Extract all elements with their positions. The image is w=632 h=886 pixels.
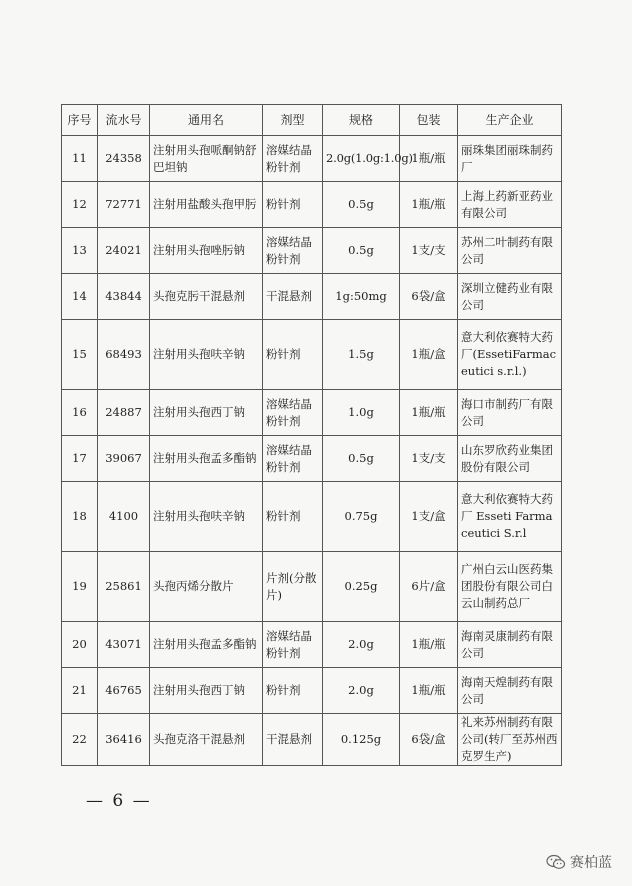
col-header-spec: 规格 [323,105,400,136]
cell-pack: 1瓶/瓶 [400,182,458,228]
cell-form: 溶媒结晶粉针剂 [263,228,323,274]
cell-serial: 25861 [98,552,150,622]
cell-form: 片剂(分散片) [263,552,323,622]
table-row [62,668,562,714]
cell-name: 注射用头孢西丁钠 [150,390,263,436]
cell-form: 干混悬剂 [263,714,323,766]
cell-no: 15 [62,320,98,390]
cell-maker: 广州白云山医药集团股份有限公司白云山制药总厂 [458,552,562,622]
cell-form: 粉针剂 [263,668,323,714]
table-row [62,228,562,274]
cell-spec: 2.0g [323,668,400,714]
table-row [62,320,562,390]
cell-serial: 24021 [98,228,150,274]
cell-serial: 24887 [98,390,150,436]
cell-serial: 36416 [98,714,150,766]
cell-pack: 1瓶/瓶 [400,390,458,436]
cell-form: 粉针剂 [263,182,323,228]
table-row [62,136,562,182]
col-header-maker: 生产企业 [458,105,562,136]
cell-no: 13 [62,228,98,274]
cell-name: 头孢克洛干混悬剂 [150,714,263,766]
cell-spec: 1.0g [323,390,400,436]
cell-spec: 0.5g [323,228,400,274]
table-row [62,390,562,436]
table-row [62,714,562,766]
cell-no: 16 [62,390,98,436]
cell-maker: 上海上药新亚药业有限公司 [458,182,562,228]
cell-spec: 0.5g [323,182,400,228]
cell-name: 注射用盐酸头孢甲肟 [150,182,263,228]
cell-maker: 礼来苏州制药有限公司(转厂至苏州西克罗生产) [458,714,562,766]
cell-no: 20 [62,622,98,668]
cell-form: 溶媒结晶粉针剂 [263,390,323,436]
col-header-form: 剂型 [263,105,323,136]
cell-maker: 意大利依赛特大药厂(EssetiFarmaceutici s.r.l.) [458,320,562,390]
col-header-serial: 流水号 [98,105,150,136]
cell-serial: 72771 [98,182,150,228]
cell-name: 注射用头孢呋辛钠 [150,320,263,390]
table-row [62,622,562,668]
cell-pack: 6袋/盒 [400,274,458,320]
watermark [546,852,612,872]
cell-spec: 2.0g [323,622,400,668]
wechat-icon [546,854,566,870]
cell-form: 粉针剂 [263,482,323,552]
cell-serial: 43844 [98,274,150,320]
table-row [62,436,562,482]
cell-pack: 1瓶/盒 [400,320,458,390]
cell-pack: 1瓶/瓶 [400,668,458,714]
cell-serial: 4100 [98,482,150,552]
cell-name: 头孢克肟干混悬剂 [150,274,263,320]
cell-maker: 海口市制药厂有限公司 [458,390,562,436]
drug-table [61,104,562,766]
cell-no: 18 [62,482,98,552]
cell-maker: 海南天煌制药有限公司 [458,668,562,714]
cell-no: 21 [62,668,98,714]
cell-serial: 68493 [98,320,150,390]
cell-pack: 1瓶/瓶 [400,622,458,668]
cell-name: 头孢丙烯分散片 [150,552,263,622]
col-header-name: 通用名 [150,105,263,136]
cell-spec: 0.125g [323,714,400,766]
cell-serial: 39067 [98,436,150,482]
cell-serial: 46765 [98,668,150,714]
cell-spec: 0.25g [323,552,400,622]
cell-no: 17 [62,436,98,482]
cell-pack: 1支/盒 [400,482,458,552]
cell-maker: 深圳立健药业有限公司 [458,274,562,320]
cell-form: 干混悬剂 [263,274,323,320]
cell-no: 11 [62,136,98,182]
col-header-pack: 包装 [400,105,458,136]
table-row [62,552,562,622]
cell-maker: 丽珠集团丽珠制药厂 [458,136,562,182]
cell-pack: 1瓶/瓶 [400,136,458,182]
cell-spec: 0.75g [323,482,400,552]
cell-spec: 2.0g(1.0g:1.0g) [323,136,400,182]
cell-name: 注射用头孢哌酮钠舒巴坦钠 [150,136,263,182]
cell-no: 14 [62,274,98,320]
cell-maker: 海南灵康制药有限公司 [458,622,562,668]
cell-pack: 1支/支 [400,436,458,482]
cell-maker: 意大利依赛特大药厂 Esseti Farmaceutici S.r.l [458,482,562,552]
table-header-row [62,105,562,136]
cell-spec: 1.5g [323,320,400,390]
cell-form: 溶媒结晶粉针剂 [263,436,323,482]
cell-form: 粉针剂 [263,320,323,390]
cell-pack: 6片/盒 [400,552,458,622]
table-row [62,482,562,552]
cell-no: 12 [62,182,98,228]
cell-serial: 24358 [98,136,150,182]
cell-maker: 苏州二叶制药有限公司 [458,228,562,274]
cell-spec: 1g:50mg [323,274,400,320]
cell-name: 注射用头孢孟多酯钠 [150,622,263,668]
cell-maker: 山东罗欣药业集团股份有限公司 [458,436,562,482]
page-number: — 6 — [86,791,152,811]
cell-pack: 6袋/盒 [400,714,458,766]
cell-pack: 1支/支 [400,228,458,274]
cell-no: 22 [62,714,98,766]
cell-name: 注射用头孢呋辛钠 [150,482,263,552]
cell-name: 注射用头孢唑肟钠 [150,228,263,274]
col-header-no: 序号 [62,105,98,136]
cell-form: 溶媒结晶粉针剂 [263,136,323,182]
cell-serial: 43071 [98,622,150,668]
cell-form: 溶媒结晶粉针剂 [263,622,323,668]
table-row [62,182,562,228]
cell-name: 注射用头孢西丁钠 [150,668,263,714]
table-row [62,274,562,320]
cell-name: 注射用头孢孟多酯钠 [150,436,263,482]
cell-no: 19 [62,552,98,622]
cell-spec: 0.5g [323,436,400,482]
watermark-text: 赛柏蓝 [570,855,612,871]
